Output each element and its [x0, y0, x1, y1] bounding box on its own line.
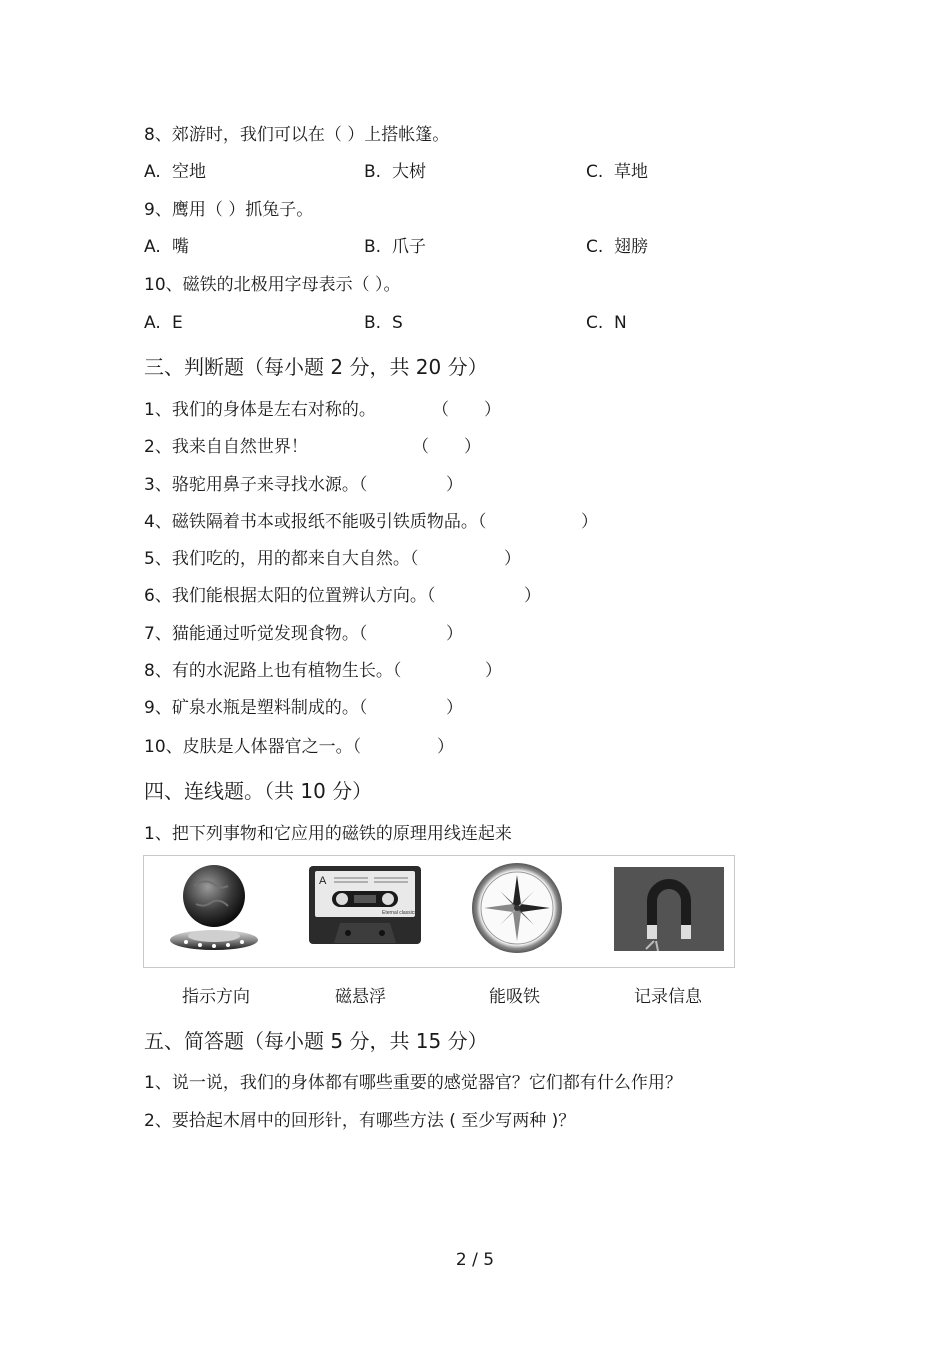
- option-a: [144, 236, 189, 258]
- section-3-title: 三、判断题（每小题 2 分，共 20 分）: [144, 355, 488, 379]
- horseshoe-magnet-image: [614, 867, 724, 951]
- section-5-title: 五、简答题（每小题 5 分，共 15 分）: [144, 1029, 488, 1053]
- option-letter: B.: [364, 237, 382, 257]
- option-b: [364, 161, 426, 183]
- cassette-tape-image: [308, 865, 422, 945]
- caption-attract-iron: 能吸铁: [489, 987, 540, 1007]
- cassette-letter: A: [319, 875, 327, 887]
- option-letter: B.: [364, 162, 382, 182]
- paren-close: ）: [446, 698, 463, 718]
- cassette-brand: Eternal classics: [382, 910, 417, 916]
- option-text: S: [392, 313, 403, 333]
- short-answer-1: 1、说一说，我们的身体都有哪些重要的感觉器官？它们都有什么作用？: [144, 1073, 682, 1093]
- option-text: 爪子: [392, 237, 426, 257]
- paren-close: ）: [446, 475, 463, 495]
- option-text: E: [172, 313, 183, 333]
- tf-question-8: 8、有的水泥路上也有植物生长。（: [144, 661, 402, 681]
- option-a: [144, 161, 206, 183]
- question-8: 8、郊游时，我们可以在（ ）上搭帐篷。: [144, 125, 450, 145]
- compass-image: [470, 861, 564, 955]
- option-text: 空地: [172, 162, 206, 182]
- paren-close: ）: [437, 737, 454, 757]
- maglev-globe-image: [166, 860, 262, 960]
- question-10: 10、磁铁的北极用字母表示（ ）。: [144, 275, 401, 295]
- paren-close: ）: [446, 624, 463, 644]
- option-text: 翅膀: [614, 237, 648, 257]
- question-9: 9、鹰用（ ）抓兔子。: [144, 200, 314, 220]
- option-c: [586, 236, 648, 258]
- paren-close: ）: [484, 400, 501, 420]
- matching-image-panel: [143, 855, 735, 968]
- paren-close: ）: [581, 512, 598, 532]
- option-letter: A.: [144, 162, 161, 182]
- option-letter: C.: [586, 313, 604, 333]
- paren-open: （: [412, 437, 429, 457]
- option-text: 草地: [614, 162, 648, 182]
- tf-question-1: 1、我们的身体是左右对称的。: [144, 400, 376, 420]
- paren-close: ）: [464, 437, 481, 457]
- option-text: N: [614, 313, 627, 333]
- tf-question-4: 4、磁铁隔着书本或报纸不能吸引铁质物品。（: [144, 512, 487, 532]
- section-4-title: 四、连线题。（共 10 分）: [144, 779, 373, 803]
- option-letter: C.: [586, 162, 604, 182]
- caption-record-info: 记录信息: [634, 987, 702, 1007]
- paren-close: ）: [524, 586, 541, 606]
- option-text: 嘴: [172, 237, 189, 257]
- option-c: [586, 312, 627, 334]
- paren-close: ）: [504, 549, 521, 569]
- tf-question-10: 10、皮肤是人体器官之一。（: [144, 737, 362, 757]
- tf-question-6: 6、我们能根据太阳的位置辨认方向。（: [144, 586, 436, 606]
- tf-question-2: 2、我来自自然世界！: [144, 437, 308, 457]
- tf-question-5: 5、我们吃的，用的都来自大自然。（: [144, 549, 419, 569]
- option-letter: A.: [144, 237, 161, 257]
- caption-maglev: 磁悬浮: [335, 987, 386, 1007]
- match-question: 1、把下列事物和它应用的磁铁的原理用线连起来: [144, 824, 512, 844]
- option-letter: A.: [144, 313, 161, 333]
- page-number: 2 / 5: [455, 1250, 495, 1270]
- tf-question-7: 7、猫能通过听觉发现食物。（: [144, 624, 368, 644]
- option-a: [144, 312, 183, 334]
- option-text: 大树: [392, 162, 426, 182]
- paren-close: ）: [485, 661, 502, 681]
- tf-question-3: 3、骆驼用鼻子来寻找水源。（: [144, 475, 368, 495]
- option-letter: B.: [364, 313, 382, 333]
- option-b: [364, 312, 403, 334]
- option-letter: C.: [586, 237, 604, 257]
- short-answer-2: 2、要拾起木屑中的回形针，有哪些方法 ( 至少写两种 )？: [144, 1111, 576, 1131]
- caption-direction: 指示方向: [182, 987, 250, 1007]
- paren-open: （: [432, 400, 449, 420]
- tf-question-9: 9、矿泉水瓶是塑料制成的。（: [144, 698, 368, 718]
- option-b: [364, 236, 426, 258]
- option-c: [586, 161, 648, 183]
